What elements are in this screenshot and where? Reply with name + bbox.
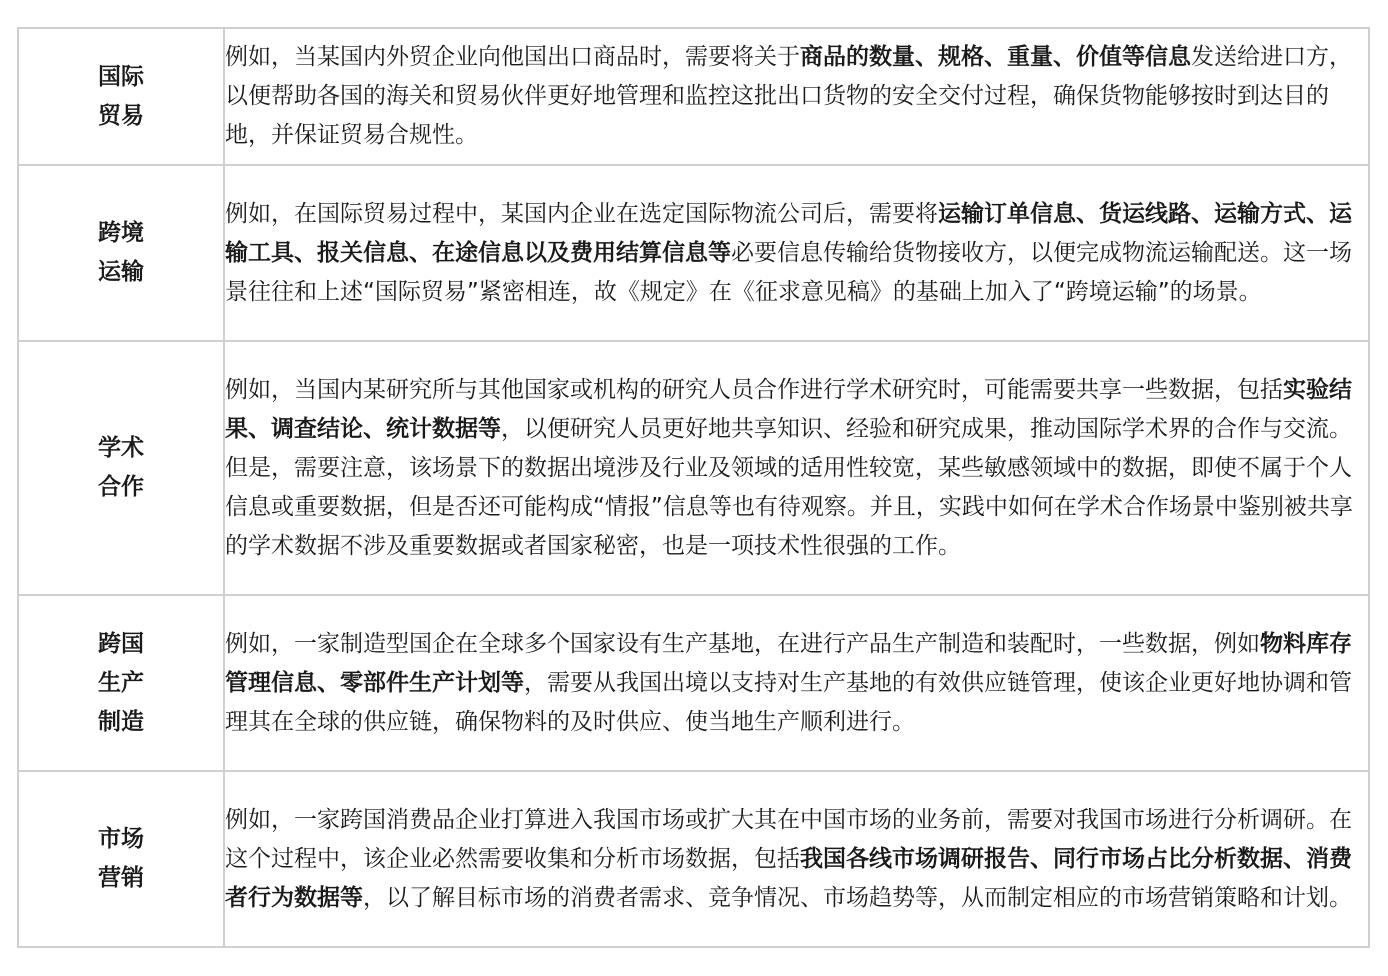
- scenario-document: [17, 27, 1370, 948]
- description-segment: 必要信息传输给货物接收方，以便完成物流运输配送。这一场景往往和上述“国际贸易”紧密相连，故《规定》在《征求意见稿》的基础上加入了“跨境运输”的场景。: [225, 239, 1352, 305]
- scenario-description-cell: [224, 341, 1369, 595]
- scenario-label-line: 市场: [98, 826, 144, 852]
- scenario-description-cell: [224, 771, 1369, 947]
- description-segment: ，以便研究人员更好地共享知识、经验和研究成果，推动国际学术界的合作与交流。但是，需要注意，该场景下的数据出境涉及行业及领域的适用性较宽，某些敏感领域中的数据，即使不属于个人信息或重要数据，但是否还可能构成“情报”信息等也有待观察。并且，实践中如何在学术合作场景中鉴别被共享的学术数据不涉及重要数据或者国家秘密，也是一项技术性很强的工作。: [225, 415, 1353, 559]
- description-segment: ，以了解目标市场的消费者需求、竞争情况、市场趋势等，从而制定相应的市场营销策略和计划。: [363, 884, 1352, 911]
- scenario-description-cell: [224, 165, 1369, 341]
- description-segment: ，需要从我国出境以支持对生产基地的有效供应链管理，使该企业更好地协调和管理其在全球的供应链，确保物料的及时供应、使当地生产顺利进行。: [225, 669, 1352, 735]
- scenario-description: [225, 187, 1368, 320]
- description-bold-segment: 运输订单信息、货运线路、运输方式、运输工具、报关信息、在途信息以及费用结算信息等: [225, 200, 1352, 266]
- description-segment: 例如，一家跨国消费品企业打算进入我国市场或扩大其在中国市场的业务前，需要对我国市场进行分析调研。在这个过程中，该企业必然需要收集和分析市场数据，包括: [225, 806, 1352, 872]
- scenario-description: [225, 30, 1368, 163]
- table-row: [18, 341, 1369, 595]
- scenario-label-line: 学术: [98, 435, 144, 461]
- table-row: [18, 28, 1369, 165]
- scenario-label-line: 制造: [98, 708, 144, 735]
- scenario-label-line: 营销: [98, 865, 144, 891]
- scenario-description: [225, 363, 1368, 574]
- scenario-label-line: 运输: [98, 259, 144, 285]
- description-bold-segment: 物料库存管理信息、零部件生产计划等: [225, 630, 1352, 696]
- scenario-label-cell: [18, 341, 224, 595]
- description-bold-segment: 商品的数量、规格、重量、价值等信息: [800, 44, 1191, 70]
- scenario-label-cell: [18, 165, 224, 341]
- description-bold-segment: 我国各线市场调研报告、同行市场占比分析数据、消费者行为数据等: [225, 845, 1352, 911]
- scenario-label-line: 跨境: [98, 220, 144, 246]
- table-row: [18, 165, 1369, 341]
- scenario-label-line: 跨国: [98, 630, 144, 657]
- data-export-scenarios-table: [17, 27, 1370, 948]
- scenario-label-line: 国际: [98, 63, 144, 90]
- scenario-label-cell: [18, 771, 224, 947]
- table-row: [18, 771, 1369, 947]
- scenario-description: [225, 617, 1368, 750]
- description-segment: 发送给进口方，以便帮助各国的海关和贸易伙伴更好地管理和监控这批出口货物的安全交付过程，确保货物能够按时到达目的地，并保证贸易合规性。: [225, 44, 1352, 148]
- description-segment: 例如，当国内某研究所与其他国家或机构的研究人员合作进行学术研究时，可能需要共享一些数据，包括: [225, 376, 1283, 403]
- scenario-label-cell: [18, 595, 224, 771]
- scenario-description-cell: [224, 595, 1369, 771]
- scenario-description: [225, 793, 1368, 926]
- scenario-label-line: 合作: [98, 474, 144, 500]
- scenario-description-cell: [224, 28, 1369, 165]
- description-segment: 例如，一家制造型国企在全球多个国家设有生产基地，在进行产品生产制造和装配时，一些数据，例如: [225, 630, 1260, 657]
- scenario-label-cell: [18, 28, 224, 165]
- scenario-label-line: 生产: [98, 669, 144, 696]
- description-bold-segment: 实验结果、调查结论、统计数据等: [225, 376, 1352, 442]
- table-row: [18, 595, 1369, 771]
- description-segment: 例如，当某国内外贸企业向他国出口商品时，需要将关于: [225, 44, 800, 70]
- scenario-label-line: 贸易: [98, 102, 144, 129]
- description-segment: 例如，在国际贸易过程中，某国内企业在选定国际物流公司后，需要将: [225, 200, 938, 227]
